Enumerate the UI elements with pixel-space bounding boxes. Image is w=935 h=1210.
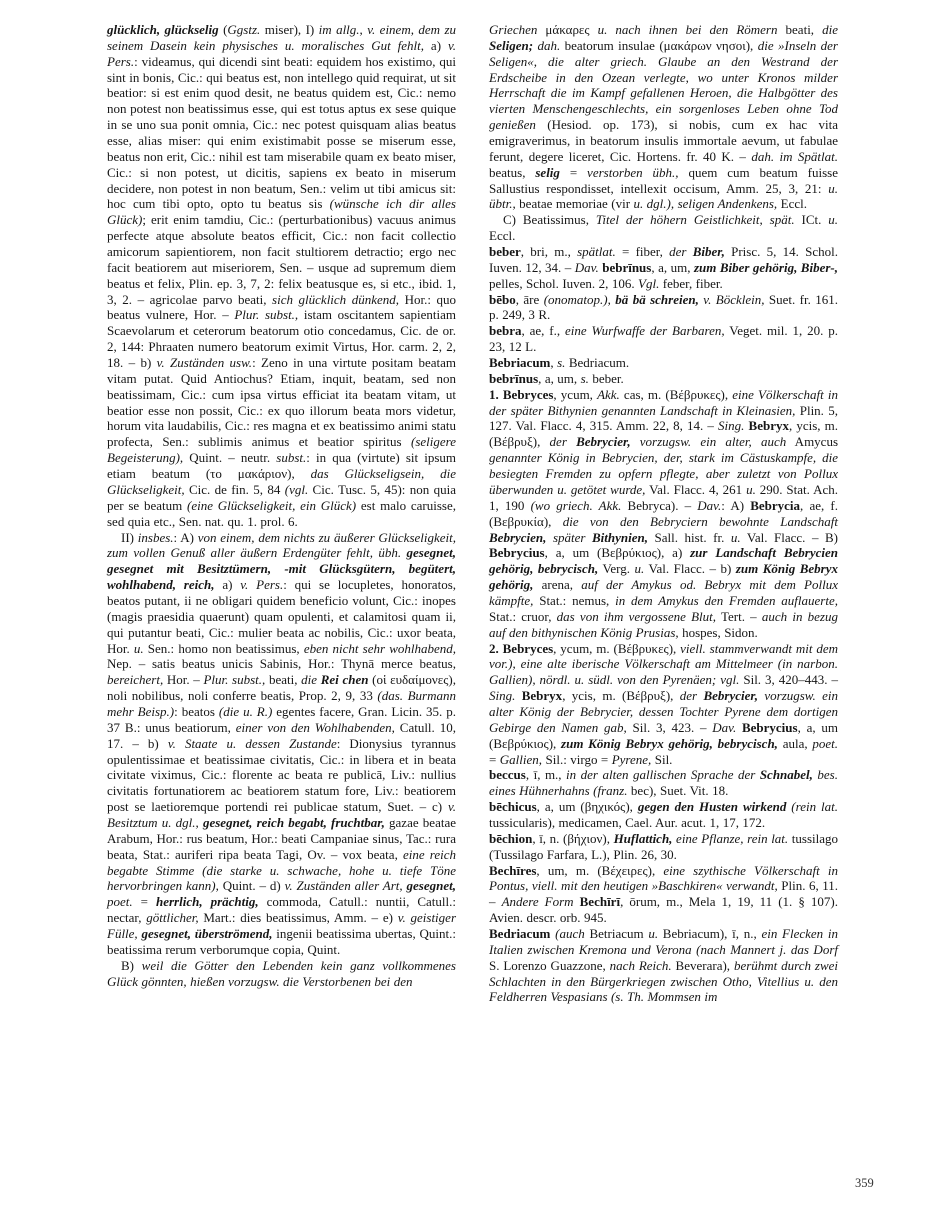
right-column	[489, 22, 838, 1005]
entry-bedriacum: Bedriacum (auch Betriacum u. Bebriacum), ī, n., ein Flecken in Italien zwischen Kremona und Verona (nach Mannert j. das Dorf S. Lorenzo Guazzone, nach Reich. Beverara), berühmt durch zwei Schlachten in den Bürgerkriegen zwischen Otho, Vitellius u. den Feldherren Vespasians (s. Th. Mommsen im	[489, 925, 839, 1005]
entry-bebryces-2: 2. Bebryces, ycum, m. (Βέβρυκες), viell. stammverwandt mit dem vor.), eine alte iberische Völkerschaft am Mittelmeer (in narbon. Gallien), nördl. u. südl. von den Pyrenäen; vgl. Sil. 3, 420–443. – Sing. Bebryx, ycis, m. (Βέβρυξ), der Bebrycier, vorzugsw. ein alter König der Bebrycier, dessen Tochter Pyrene dem dortigen Gebirge den Namen gab, Sil. 3, 423. – Dav. Bebrycius, a, um (Βεβρύκιος), zum König Bebryx gehörig, bebrycisch, aula, poet. = Gallien, Sil.: virgo = Pyrene, Sil.	[489, 640, 839, 767]
left-column	[107, 22, 456, 989]
entry-gluecklich-part-B: B) weil die Götter den Lebenden kein ganz vollkommenes Glück gönnten, hießen vorzugsw. die Verstorbenen bei den	[107, 957, 456, 989]
entry-bechires: Bechīres, um, m. (Βέχειρες), eine szythische Völkerschaft in Pontus, viell. mit den heutigen »Baschkiren« verwandt, Plin. 6, 11. – Andere Form Bechīrī, ōrum, m., Mela 1, 19, 11 (1. § 107). Avien. descr. orb. 945.	[489, 862, 838, 926]
entry-bechion: bēchion, ī, n. (βήχιον), Huflattich, eine Pflanze, rein lat. tussilago (Tussilago Farfara, L.), Plin. 26, 30.	[489, 830, 838, 862]
entry-bebrinus: bebrīnus, a, um, s. beber.	[489, 370, 624, 386]
entry-beber: beber, bri, m., spätlat. = fiber, der Biber, Prisc. 5, 14. Schol. Iuven. 12, 34. – Dav. bebrīnus, a, um, zum Biber gehörig, Biber-, pelles, Schol. Iuven. 2, 106. Vgl. feber, fiber.	[489, 244, 839, 291]
entry-gluecklich-part-C: C) Beatissimus, Titel der höhern Geistlichkeit, spät. ICt. u. Eccl.	[489, 212, 838, 244]
entry-gluecklich-part-B-continued: Griechen μάκαρες u. nach ihnen bei den Römern beati, die Seligen; dah. beatorum insulae (μακάρων νησοι), die »Inseln der Seligen«, die alter griech. Glaube an den Westrand der Erdscheibe in den Ozean verlegte, wo unter Kronos milder Herrschaft die im Kampf gefallenen Heroen, die Halbgötter des vierten Menschengeschlechts, ein sorgenloses Leben ohne Tod genießen (Hesiod. op. 173), si nobis, cum ex hac vita emigraverimus, in beatorum insulis immortale aevum, ut fabulae ferunt, degere liceret, Cic. Hortens. fr. 40 K. – dah. im Spätlat. beatus, selig = verstorben übh., quem cum beatum fuisse Sallustius respondisset, intellexit occisum, Amm. 25, 3, 21: u. übtr., beatae memoriae (vir u. dgl.), seligen Andenkens, Eccl.	[489, 22, 838, 212]
entry-bebo: bēbo, āre (onomatop.), bä bä schreien, v. Böcklein, Suet. fr. 161. p. 249, 3 R.	[489, 291, 839, 323]
entry-bebra: bebra, ae, f., eine Wurfwaffe der Barbaren, Veget. mil. 1, 20. p. 23, 12 L.	[489, 323, 838, 355]
entry-gluecklich-part-II: II) insbes.: A) von einem, dem nichts zu äußerer Glückseligkeit, zum vollen Genuß aller äußern Erdengüter fehlt, übh. gesegnet, gesegnet mit Besitztümern, -mit Glücksgütern, begütert, wohlhabend, reich, a) v. Pers.: qui se locupletes, honoratos, beatos putant, ii ne obligari quidem beneficio volunt, Cic.: inopes (magis praesidia quaerunt) quam opulenti, et calamitosi quam ii, qui putantur beati, Cic.: mulier beata ac nobilis, Cic.: uxor beata, Hor. u. Sen.: homo non beatissimus, eben nicht sehr wohlhabend, Nep. – satis beatus unicis Sabinis, Hor.: Thynā merce beatus, bereichert, Hor. – Plur. subst., beati, die Rei chen (οἱ ευδαίμονες), noli nobilibus, noli conferre beatis, Prop. 2, 9, 33 (das. Burmann mehr Beisp.): beatos (die u. R.) egentes facere, Gran. Licin. 35. p. 37 B.: unus beatiorum, einer von den Wohlhabenden, Catull. 10, 17. – b) v. Staate u. dessen Zustande: Dionysius tyrannus opulentissimae et beatissimae civitatis, Cic.: in libera et in beata civitate viximus, Cic.: florente ac beata re publicā, Liv.: nullius civitatis fortunatiorem ac beatiorem statum fore, Liv.: beatiorem post se laetioremque portendi rei publicae statum, Suet. – c) v. Besitztum u. dgl., gesegnet, reich begabt, fruchtbar, gazae beatae Arabum, Hor.: rus beatum, Hor.: beati Campaniae sinus, Tac.: rura beata, Stat.: auriferi ripa beata Tagi, Ov. – vox beata, eine reich begabte Stimme (die starke u. schwache, hohe u. tiefe Töne hervorbringen kann), Quint. – d) v. Zuständen aller Art, gesegnet, poet. = herrlich, prächtig, commoda, Catull.: nuntii, Catull.: nectar, göttlicher, Mart.: dies beatissimus, Amm. – e) v. geistiger Fülle, gesegnet, überströmend, ingenii beatissima ubertas, Quint.: beatissima rerum verborumque copia, Quint.	[107, 529, 457, 957]
entry-bebriacum: Bebriacum, s. Bedriacum.	[489, 355, 630, 371]
entry-beccus: beccus, ī, m., in der alten gallischen Sprache der Schnabel, bes. eines Hühnerhahns (franz. bec), Suet. Vit. 18.	[489, 767, 838, 799]
page-number: 359	[855, 1176, 874, 1190]
entry-bechicus: bēchicus, a, um (βηχικός), gegen den Husten wirkend (rein lat. tussicularis), medicamen, Cael. Aur. acut. 1, 17, 172.	[489, 799, 839, 830]
entry-gluecklich-part-I: glücklich, glückselig (Ggstz. miser), I) im allg., v. einem, dem zu seinem Dasein kein physisches u. moralisches Gut fehlt, a) v. Pers.: videamus, qui dicendi sint beati: equidem hos existimo, qui sint in bonis, Cic.: qui beatus est, non intellego quid requirat, ut sit beatior: si est enim quod desit, ne beatus quidem est, Cic.: nemo non potest non beatissimus esse, qui est totus aptus ex sese quique in se uno sua ponit omnia, Cic.: nec potest quisquam alias beatus esse, alias miser: qui enim existimabit posse se miserum esse, beatus non erit, Cic.: nihil est tam miserabile quam ex beato miser, Cic.: si non potest, ut dicitis, sapiens ex beato in miserum decidere, non potest in non beatum, Sen.: velim ut tibi amicus sit: hoc cum tibi opto, opto tu beatus sis (wünsche ich dir alles Glück); erit enim tamdiu, Cic.: (perturbationibus) vacuus animus perfecte atque absolute beatos efficit, Cic.: non facit collectio amicorum sapientiorem, non facit stultiorem detractio; ergo nec facit beatiorem aut miseriorem, Sen. – usque ad supremum diem beatus et felix, Plin. ep. 3, 7, 2: felix beatusque es, si etc., ibid. 1, 3, 2. – agricolae parvo beati, sich glücklich dünkend, Hor.: quo beatus vulnere, Hor. – Plur. subst., istam oscitantem sapientiam Scaevolarum et ceterorum beatorum otio concedamus, Cic. de or. 2, 144: Phraaten numero beatorum eximit Virtus, Hor. carm. 2, 2, 18. – b) v. Zuständen usw.: Zeno in una virtute positam beatam vitam putat. Quid Antiochus? Etiam, inquit, beatam, sed non beatissimam, Cic.: cum ipsa virtus efficiat ita beatam vitam, ut beatior esse non possit, Cic.: ex quo illorum beata mors videtur, horum vita laudabilis, Cic.: res magna et ex beatissimo animi statu profecta, Sen.: sublimis animus et beatior spiritus (seligere Begeisterung), Quint. – neutr. subst.: in qua (virtute) sit ipsum etiam beatum (το μακάριον), das Glückseligsein, die Glückseligkeit, Cic. de fin. 5, 84 (vgl. Cic. Tusc. 5, 45): non quia per se beatum (eine Glückseligkeit, ein Glück) est malo caruisse, sed quia etc., Sen. nat. qu. 1. prol. 6.	[107, 22, 457, 529]
entry-bebryces-1: 1. Bebryces, ycum, Akk. cas, m. (Βέβρυκες), eine Völkerschaft in der später Bithynien genannten Landschaft in Kleinasien, Plin. 5, 127. Val. Flacc. 4, 315. Amm. 22, 8, 14. – Sing. Bebryx, ycis, m. (Βέβρυξ), der Bebrycier, vorzugsw. ein alter, auch Amycus genannter König in Bebrycien, der, stark im Cästuskampfe, die besiegten Fremden zu opfern pflegte, aber zuletzt von Pollux überwunden u. getötet wurde, Val. Flacc. 4, 261 u. 290. Stat. Ach. 1, 190 (wo griech. Akk. Bebryca). – Dav.: A) Bebrycia, ae, f. (Βεβρυκία), die von den Bebryciern bewohnte Landschaft Bebrycien, später Bithynien, Sall. hist. fr. u. Val. Flacc. – B) Bebrycius, a, um (Βεβρύκιος), a) zur Landschaft Bebrycien gehörig, bebrycisch, Verg. u. Val. Flacc. – b) zum König Bebryx gehörig, arena, auf der Amykus od. Bebryx mit dem Pollux kämpfte, Stat.: nemus, in dem Amykus den Fremden auflauerte, Stat.: cruor, das von ihm vergossene Blut, Tert. – auch in bezug auf den bithynischen König Prusias, hospes, Sidon.	[489, 386, 839, 640]
